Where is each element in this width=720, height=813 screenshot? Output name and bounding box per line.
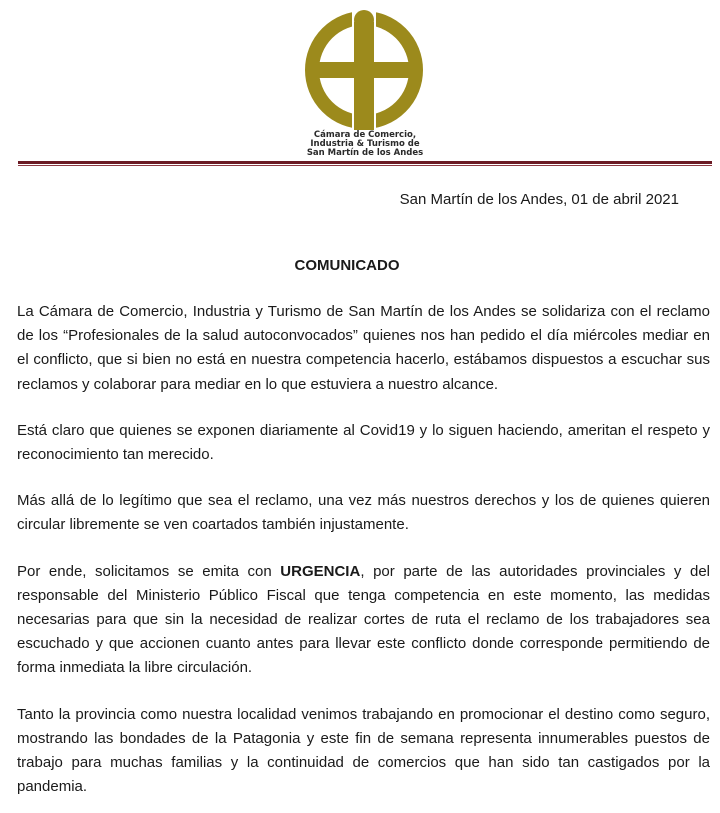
date-line: San Martín de los Andes, 01 de abril 2021 [399,191,679,208]
document-body [17,300,710,799]
paragraph-5: Tanto la provincia como nuestra localidad venimos trabajando en promocionar el destino como seguro, mostrando las bondades de la Patagonia y este fin de semana representa innumerables puestos de trabajo para muchas familias y la continuidad de comercios que han sido tan castigados por la pandemia. [17,705,710,796]
paragraph-4-intro: Por ende, solicitamos se emita con [17,562,281,580]
document-heading: COMUNICADO [294,257,400,274]
org-name-line-1: Cámara de Comercio, [313,130,417,140]
letterhead [0,0,720,170]
urgency-emphasis: URGENCIA [280,562,361,580]
paragraph-2: Está claro que quienes se exponen diariamente al Covid19 y lo siguen haciendo, ameritan el respeto y reconocimiento tan merecido. [17,421,710,464]
paragraph-3: Más allá de lo legítimo que sea el reclamo, una vez más nuestros derechos y los de quienes quieren circular libremente se ven coartados también injustamente. [17,492,710,534]
org-name-line-2: Industria & Turismo de [310,139,420,149]
paragraph-1: La Cámara de Comercio, Industria y Turismo de San Martín de los Andes se solidariza con el reclamo de los “Profesionales de la salud autoconvocados” quienes nos han pedido el día miércoles mediar en el conflicto, que si bien no está en nuestra competencia hacerlo, estábamos dispuestos a escuchar sus reclamos y colaborar para mediar en lo que estuviera a nuestro alcance. [17,303,710,393]
paragraph-4 [17,560,710,681]
paragraph-4-rest: , por parte de las autoridades provinciales y del responsable del Ministerio Público Fiscal que tenga competencia en este momento, las medidas necesarias para que sin la necesidad de realizar cortes de ruta el reclamo de los trabajadores sea escuchado y que accionen cuanto antes para llevar este conflicto donde corresponde permitiendo de forma inmediata la libre circulación. [17,562,710,677]
organization-name [300,131,430,158]
org-name-line-3: San Martín de los Andes [306,148,424,158]
letterhead-divider [18,161,712,164]
letterhead-divider-thin [18,165,712,166]
chamber-logo-icon [304,8,424,132]
